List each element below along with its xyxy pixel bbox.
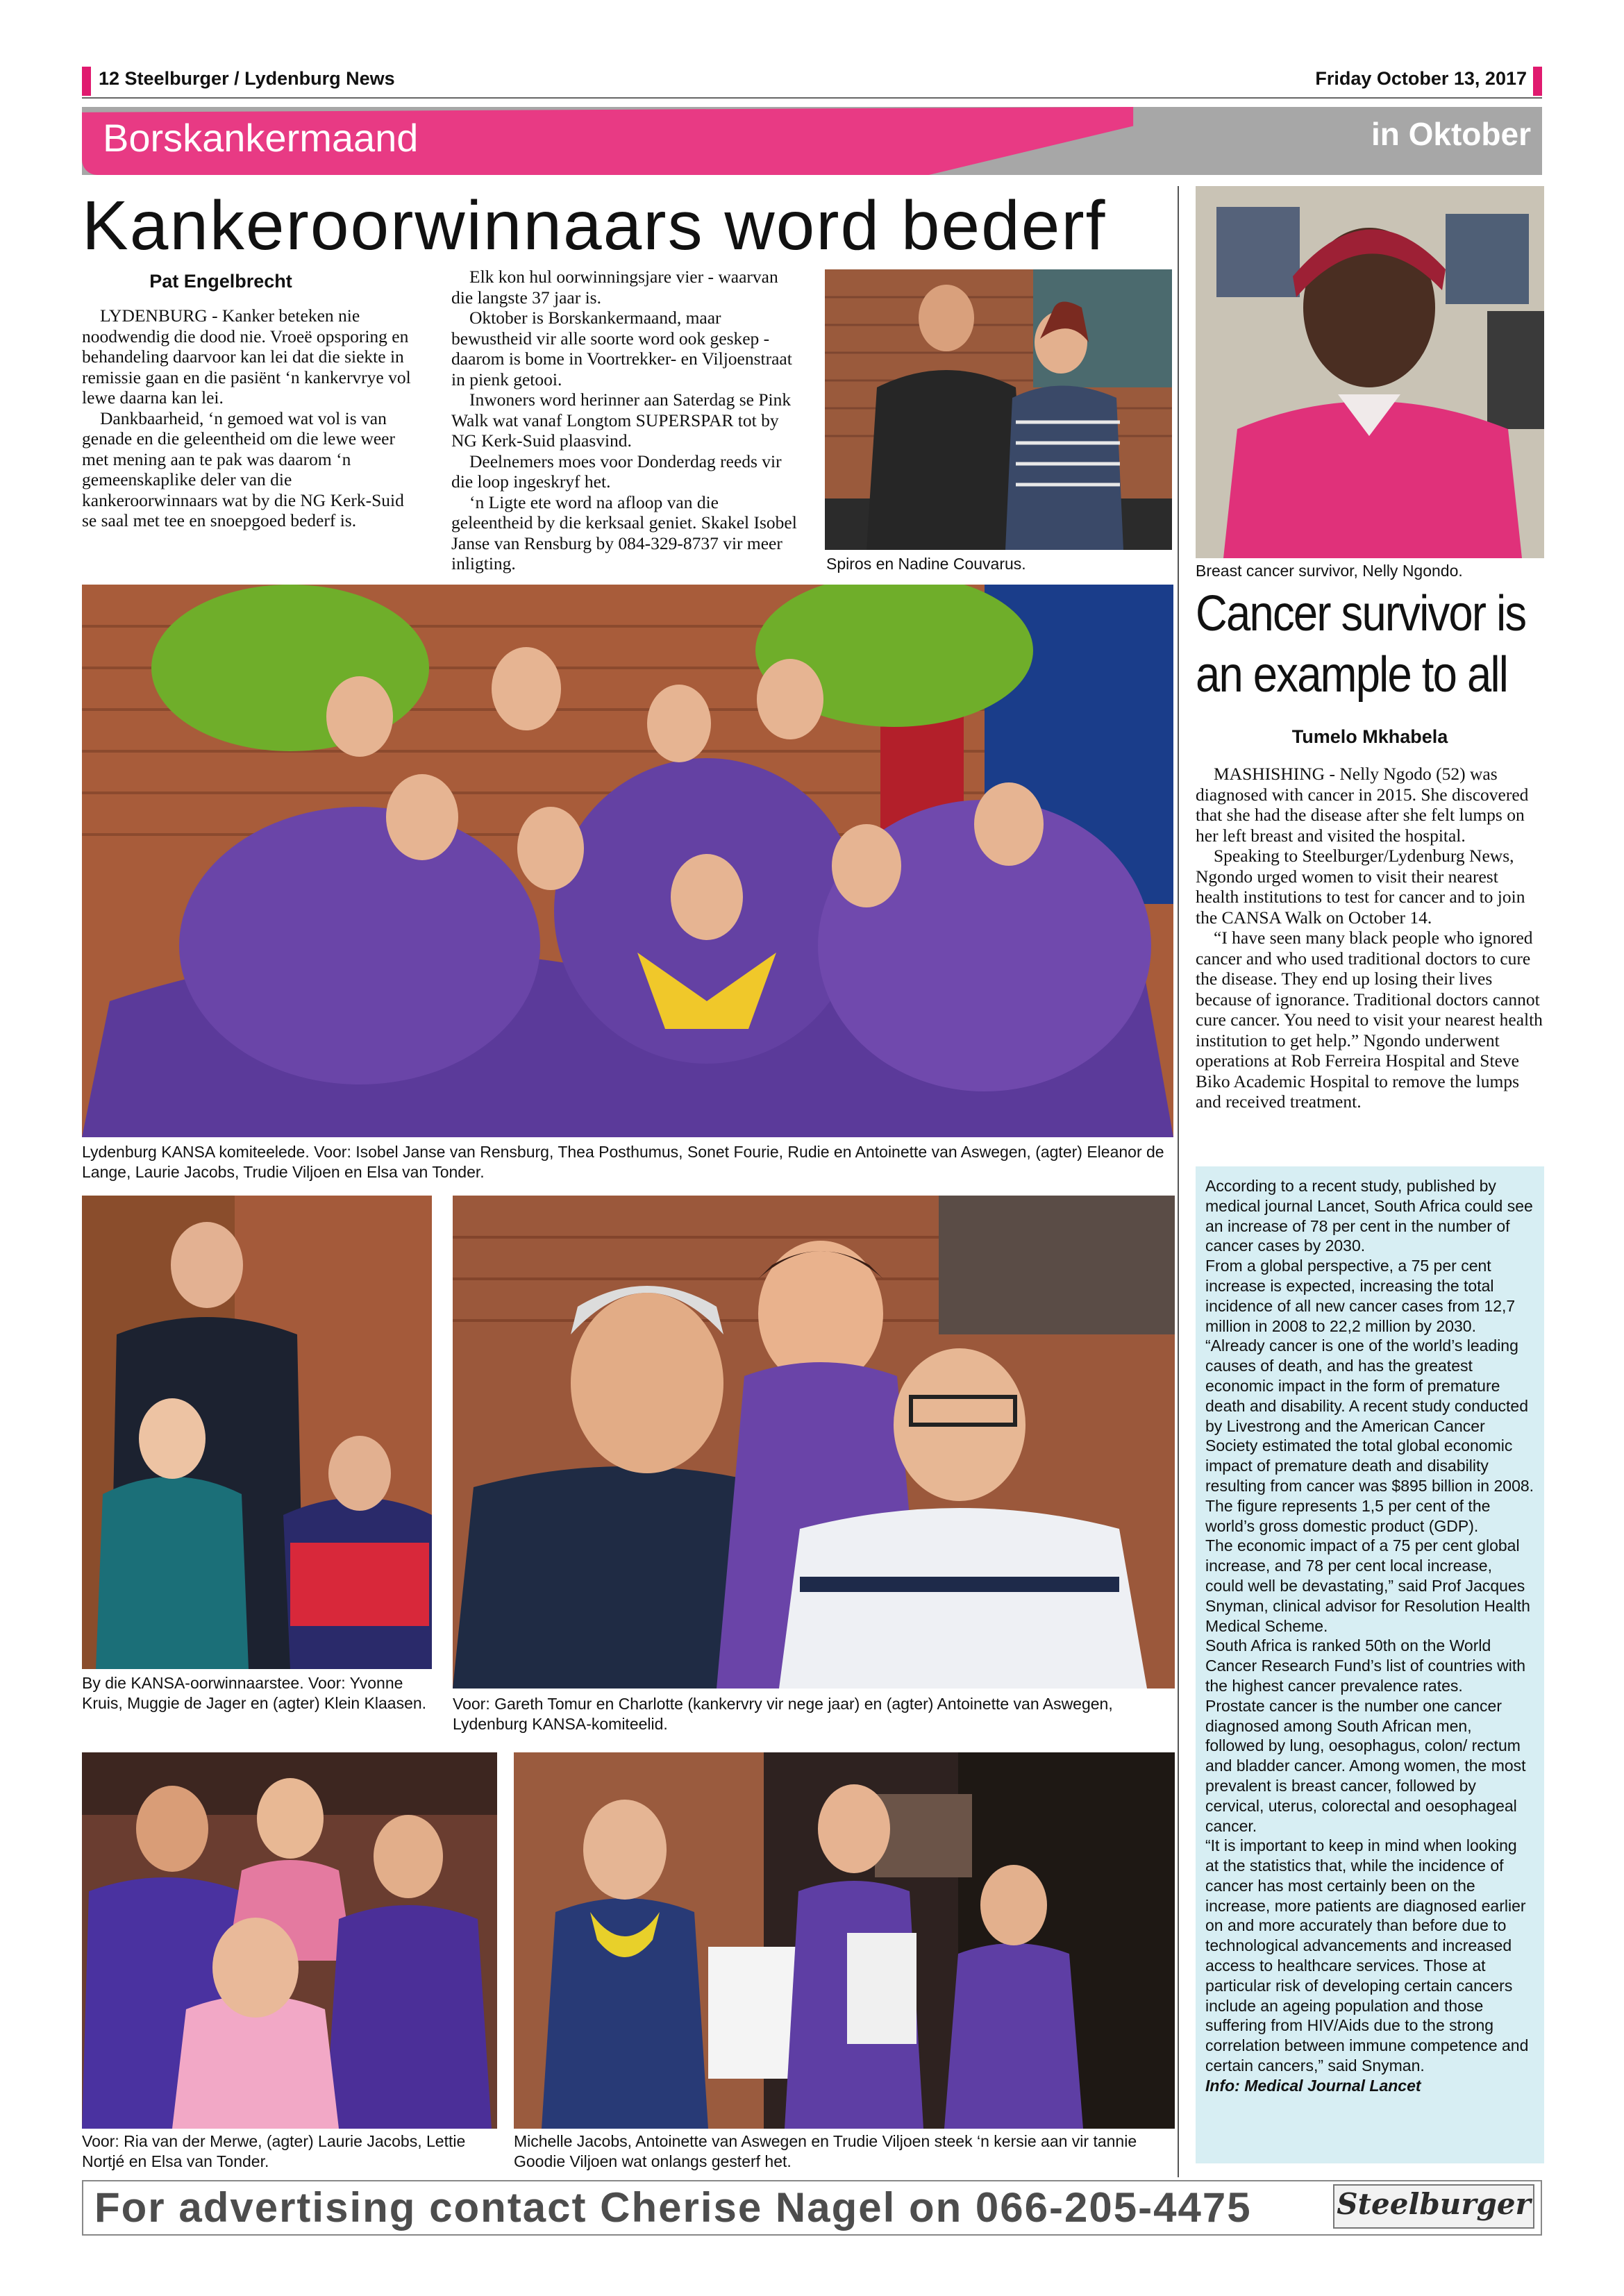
folio-marker <box>82 67 91 96</box>
caption-michelle: Michelle Jacobs, Antoinette van Aswegen en Trudie Viljoen steek ‘n kersie aan vir tannie Goodie Viljoen wat onlangs gesterf het. <box>514 2132 1137 2170</box>
sidebar-paragraph: Speaking to Steelburger/Lydenburg News, Ngondo urged women to visit their nearest health institutions to test for cancer and to join the CANSA Walk on October 14. <box>1196 846 1525 928</box>
sidebar-headline-line-2: an example to all <box>1196 647 1508 703</box>
column-rule <box>1178 186 1179 2177</box>
caption-spiros: Spiros en Nadine Couvarus. <box>826 555 1026 573</box>
section-banner <box>82 107 1542 175</box>
main-headline: Kankeroorwinnaars word bederf <box>82 187 1107 265</box>
info-paragraph: “Already cancer is one of the world’s leading causes of death, and has the greatest economic impact in the form of premature death and disability. A recent study conducted by Livestrong and the American Cancer Society estimated the total global economic impact of premature death and disability resulting from cancer was $895 billion in 2008. <box>1205 1336 1534 1495</box>
photo-gareth-charlotte <box>453 1196 1175 1689</box>
story-paragraph: Elk kon hul oorwinningsjare vier - waarvan die langste 37 jaar is. <box>451 267 778 308</box>
story-paragraph: ‘n Ligte ete word na afloop van die geleentheid by die kerksaal geniet. Skakel Isobel Janse van Rensburg by 084-329-8737 vir meer inligting. <box>451 492 797 573</box>
photo-spiros-nadine <box>825 269 1172 550</box>
info-paragraph: The figure represents 1,5 per cent of the world’s gross domestic product (GDP). <box>1205 1496 1491 1535</box>
info-paragraph: Prostate cancer is the number one cancer diagnosed among South African men, followed by lung, oesophagus, colon/ rectum and bladder cancer. Among women, the most prevalent is breast cancer, followed by cervical, uterus, colorectal and oesophageal cancer. <box>1205 1696 1526 1835</box>
info-source: Info: Medical Journal Lancet <box>1205 2076 1421 2095</box>
story-paragraph: Dankbaarheid, ‘n gemoed wat vol is van genade en die geleentheid om die lewe weer met mening aan te pak was daarom ‘n gemeenskaplike deler van die kankeroorwinnaars wat by die NG Kerk-Suid se saal met tee en snoepgoed bederf is. <box>82 408 404 530</box>
main-byline: Pat Engelbrecht <box>149 271 292 292</box>
section-title: Borskankermaand <box>103 116 419 160</box>
story-paragraph: Oktober is Borskankermaand, maar bewustheid vir alle soorte word ook geskep - daarom is bome in Voortrekker- en Viljoenstraat in pienk getooi. <box>451 308 792 389</box>
caption-ria: Voor: Ria van der Merwe, (agter) Laurie Jacobs, Lettie Nortjé en Elsa van Tonder. <box>82 2132 466 2170</box>
info-paragraph: “It is important to keep in mind when looking at the statistics that, while the incidence of cancer has most certainly been on the increase, more patients are diagnosed earlier on and more accurately than before due to technological advancements and increased access to healthcare services. Those at particular risk of developing certain cancers include an ageing population and those suffering from HIV/Aids due to the strong correlation between immune competence and certain cancers,” said Snyman. <box>1205 1836 1529 2075</box>
sidebar-byline: Tumelo Mkhabela <box>1291 726 1448 747</box>
story-paragraph: LYDENBURG - Kanker beteken nie noodwendig die dood nie. Vroeë opsporing en behandeling daarvoor kan lei dat die siekte in remissie gaan en die pasiënt ‘n kankervrye vol lewe daarna kan lei. <box>82 305 411 408</box>
info-paragraph: From a global perspective, a 75 per cent increase is expected, increasing the total incidence of all new cancer cases from 12,7 million in 2008 to 22,2 million by 2030. <box>1205 1257 1516 1335</box>
steelburger-logo <box>1333 2184 1534 2229</box>
caption-gareth: Voor: Gareth Tomur en Charlotte (kankervry vir nege jaar) en (agter) Antoinette van Aswegen, Lydenburg KANSA-komiteelid. <box>453 1695 1113 1733</box>
story-paragraph: Deelnemers moes voor Donderdag reeds vir die loop ingeskryf het. <box>451 451 782 492</box>
story-column-2 <box>451 267 803 574</box>
date-marker <box>1533 67 1542 96</box>
photo-nelly-ngondo <box>1196 186 1544 558</box>
story-paragraph: Inwoners word herinner aan Saterdag se Pink Walk wat vanaf Longtom SUPERSPAR tot by NG Kerk-Suid plaasvind. <box>451 389 792 451</box>
info-paragraph: According to a recent study, published by medical journal Lancet, South Africa could see an increase of 78 per cent in the number of cancer cases by 2030. <box>1205 1177 1533 1255</box>
photo-ria-laurie <box>82 1752 497 2129</box>
caption-kansa-committee: Lydenburg KANSA komiteelede. Voor: Isobel Janse van Rensburg, Thea Posthumus, Sonet Fourie, Rudie en Antoinette van Aswegen, (agter) Eleanor de Lange, Laurie Jacobs, Trudie Viljoen en Elsa van Tonder. <box>82 1143 1164 1181</box>
info-box <box>1196 1166 1544 2163</box>
sidebar-paragraph: MASHISHING - Nelly Ngodo (52) was diagnosed with cancer in 2015. She discovered that she had the disease after she felt lumps on her left breast and visited the hospital. <box>1196 764 1529 846</box>
photo-michelle-candle <box>514 1752 1175 2129</box>
footer-advert-text: For advertising contact Cherise Nagel on 066-205-4475 <box>94 2184 1252 2231</box>
steelburger-logo-text: Steelburger <box>1337 2187 1531 2221</box>
caption-nelly: Breast cancer survivor, Nelly Ngondo. <box>1196 562 1463 580</box>
page-folio: 12 Steelburger / Lydenburg News <box>99 68 395 89</box>
sidebar-headline-line-1: Cancer survivor is <box>1196 586 1526 642</box>
caption-survivors-tea: By die KANSA-oorwinnaarstee. Voor: Yvonne Kruis, Muggie de Jager en (agter) Klein Klaasen. <box>82 1674 427 1712</box>
sidebar-story <box>1196 764 1544 1112</box>
info-box-text <box>1205 1176 1534 2096</box>
sidebar-headline <box>1196 583 1525 705</box>
info-paragraph: The economic impact of a 75 per cent global increase, and 78 per cent local increase, could well be devastating,” said Prof Jacques Snyman, clinical advisor for Resolution Health Medical Scheme. <box>1205 1536 1530 1635</box>
photo-kansa-committee <box>82 585 1173 1137</box>
section-subtitle: in Oktober <box>1371 116 1531 152</box>
story-column-1 <box>82 305 412 531</box>
header-rule <box>82 97 1542 99</box>
info-paragraph: South Africa is ranked 50th on the World Cancer Research Fund’s list of countries with the highest cancer prevalence rates. <box>1205 1636 1526 1695</box>
sidebar-paragraph: “I have seen many black people who ignored cancer and who used traditional doctors to cure the disease. They end up losing their lives because of ignorance. Traditional doctors cannot cure cancer. You need to visit your nearest health institution to get help.” Ngondo underwent operations at Rob Ferreira Hospital and Steve Biko Academic Hospital to remove the lumps and received treatment. <box>1196 928 1543 1112</box>
issue-date: Friday October 13, 2017 <box>1315 68 1527 89</box>
photo-survivors-tea <box>82 1196 432 1669</box>
